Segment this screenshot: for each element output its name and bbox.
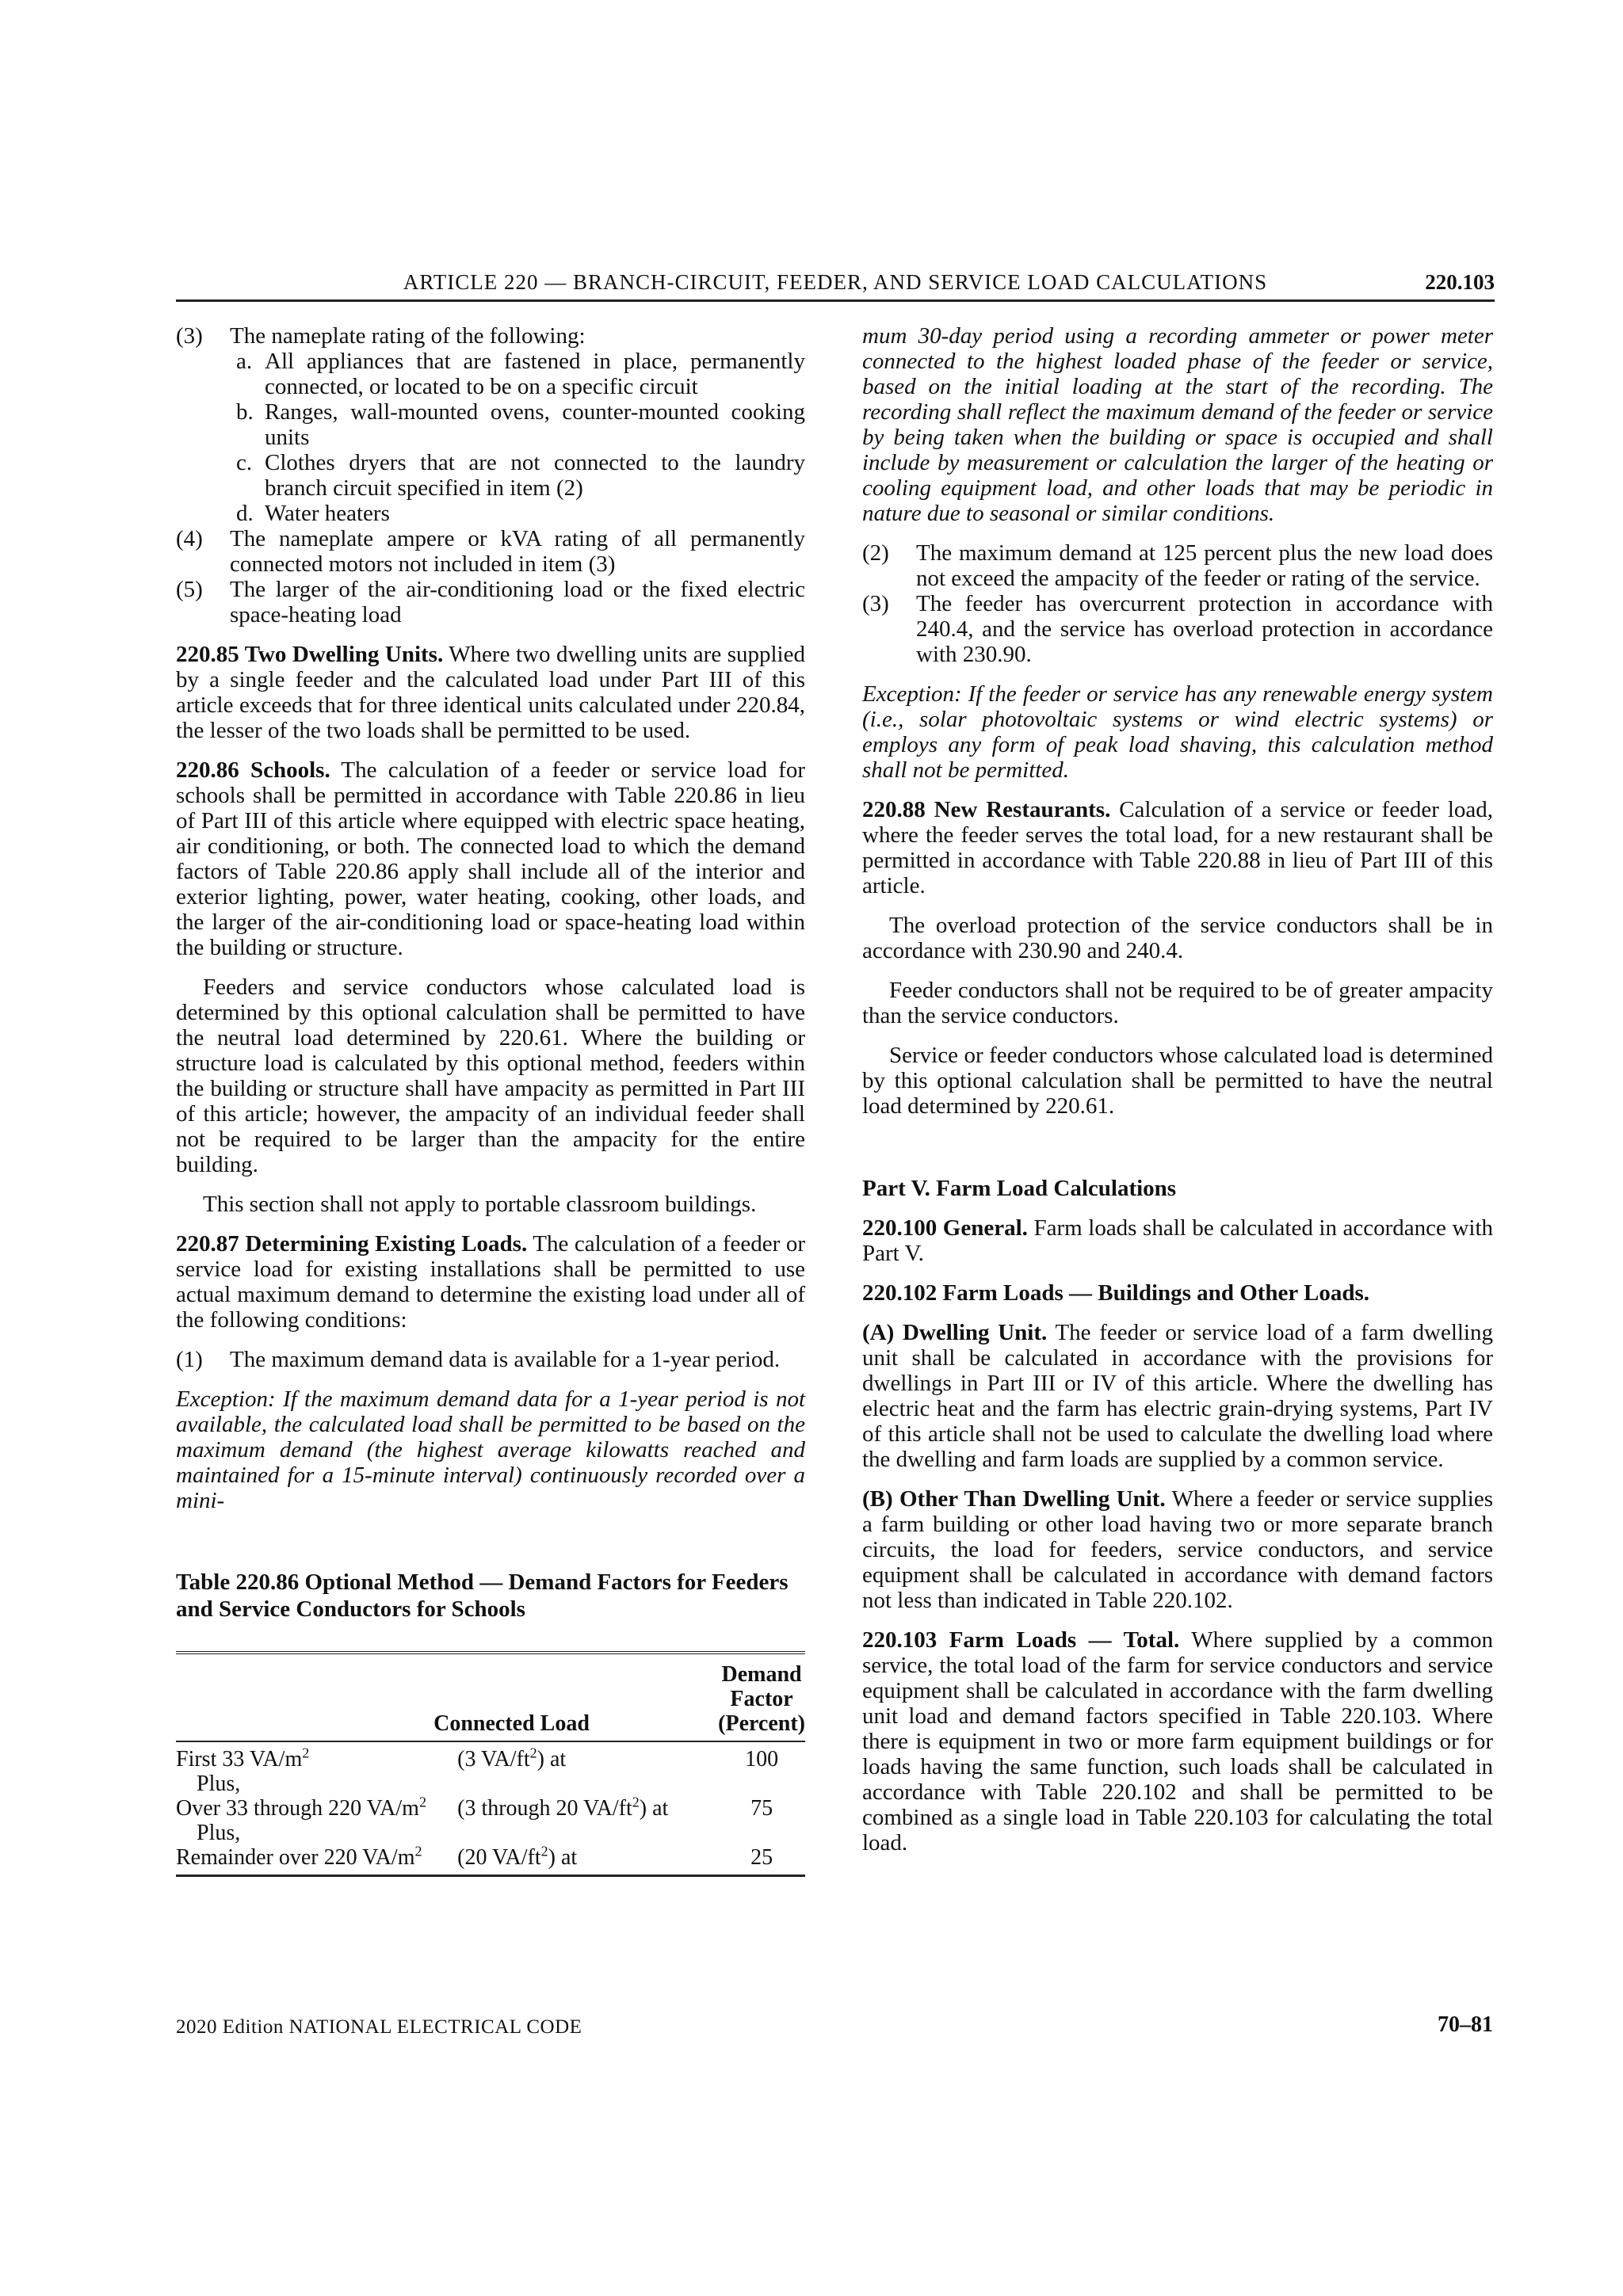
table-cell: (3 through 20 $VA/ft^2$) at: [457, 1794, 669, 1821]
subsection-b: [862, 1486, 1493, 1613]
sub-list-item: c. Clothes dryers that are not connected to the laundry branch circuit specified in item (2): [236, 450, 805, 501]
table-cell: Remainder over 220 $VA/m^2$: [176, 1843, 422, 1870]
list-item: (3) The nameplate rating of the following:: [176, 323, 586, 349]
condition-item: (1) The maximum demand data is available for a 1-year period.: [176, 1347, 781, 1372]
section-heading: 220.86 Schools.: [176, 757, 330, 783]
table-row: [176, 1796, 805, 1821]
paragraph-overload: The overload protection of the service conductors shall be in accordance with 230.90 and 240.4.: [862, 913, 1493, 963]
running-header: [176, 265, 1495, 302]
table-cell: (3 $VA/ft^2$) at: [457, 1745, 567, 1772]
paragraph-service-feeder: Service or feeder conductors whose calculated load is determined by this optional calculation shall be permitted to have the neutral load determined by 220.61.: [862, 1043, 1493, 1119]
section-text: Where supplied by a common service, the total load of the farm for service conductors and service equipment shall be calculated in accordance with the farm dwelling unit load and demand factors specified in Table 220.103. Where there is equipment in two or more farm equipment buildings or for loads having the same function, such loads shall be calculated in accordance with Table 220.102 and shall be permitted to be combined as a single load in Table 220.103 for calculating the total load.: [862, 1627, 1494, 1855]
subsection-heading: (B) Other Than Dwelling Unit.: [862, 1486, 1166, 1512]
section-220-100: [862, 1215, 1493, 1266]
condition-item: (3) The feeder has overcurrent protection in accordance with 240.4, and the service has overload protection in accordance with 230.90.: [862, 591, 1493, 667]
sub-list-item: b. Ranges, wall-mounted ovens, counter-mounted cooking units: [236, 399, 805, 450]
list-item: (5) The larger of the air-conditioning load or the fixed electric space-heating load: [176, 577, 805, 627]
table-cell: 25: [750, 1845, 773, 1870]
paragraph-feeders: Feeders and service conductors whose calculated load is determined by this optional calculation shall be permitted to have the neutral load determined by 220.61. Where the building or structure load is calculated by this optional method, feeders within the building or structure shall have ampacity as permitted in Part III of this article; however, the ampacity of an individual feeder shall not be required to be larger than the ampacity for the entire building.: [176, 974, 805, 1177]
table-row: [176, 1741, 805, 1772]
column-header-connected-load: Connected Load: [433, 1711, 590, 1736]
table-cell: Over 33 through 220 $VA/m^2$: [176, 1794, 426, 1821]
section-220-85: [176, 642, 805, 743]
section-220-88: [862, 797, 1493, 898]
subsection-text: The feeder or service load of a farm dwelling unit shall be calculated in accordance with the provisions for dwellings in Part III or IV of this article. Where the dwelling has electric heat and the farm has electric grain-drying systems, Part IV of this article shall not be used to calculate the dwelling load where the dwelling and farm loads are supplied by a common service.: [862, 1320, 1493, 1472]
section-text: Farm loads shall be calculated in accordance with Part V.: [862, 1215, 1493, 1266]
section-heading: 220.88 New Restaurants.: [862, 797, 1111, 822]
subsection-heading: (A) Dwelling Unit.: [862, 1320, 1048, 1345]
section-220-103: [862, 1627, 1493, 1855]
table-row: [176, 1821, 805, 1845]
table-cell: First 33 $VA/m^2$: [176, 1745, 310, 1772]
sub-list-item: d. Water heaters: [236, 501, 390, 526]
section-heading: 220.100 General.: [862, 1215, 1028, 1241]
sub-list-item: a. All appliances that are fastened in place, permanently connected, or located to be on a specific circuit: [236, 349, 805, 399]
section-220-87: [176, 1231, 805, 1333]
exception-continuation: mum 30-day period using a recording ammeter or power meter connected to the highest loaded phase of the feeder or service, based on the initial loading at the start of the recording. The recording shall reflect the maximum demand of the feeder or service by being taken when the building or space is occupied and shall include by measurement or calculation the larger of the heating or cooling equipment load, and other loads that may be periodic in nature due to seasonal or similar conditions.: [862, 323, 1493, 526]
subsection-text: Where a feeder or service supplies a farm building or other load having two or more separate branch circuits, the load for feeders, service conductors, and service equipment shall be calculated in accordance with demand factors not less than indicated in Table 220.102.: [862, 1486, 1494, 1613]
paragraph-portable: This section shall not apply to portable classroom buildings.: [203, 1192, 757, 1217]
nameplate-list: [176, 323, 805, 627]
paragraph-feeder-conductors: Feeder conductors shall not be required to be of greater ampacity than the service conductors.: [862, 978, 1493, 1028]
page-number: 70–81: [1438, 2012, 1493, 2037]
table-cell: Plus,: [197, 1772, 241, 1796]
table-cell: 75: [750, 1796, 773, 1821]
section-heading: 220.85 Two Dwelling Units.: [176, 642, 444, 667]
table-cell: 100: [745, 1747, 779, 1772]
section-text: Calculation of a service or feeder load, where the feeder serves the total load, for a new restaurant shall be permitted in accordance with Table 220.88 in lieu of Part III of this article.: [862, 797, 1493, 898]
table-cell: (20 $VA/ft^2$) at: [457, 1843, 578, 1870]
part-v-heading: Part V. Farm Load Calculations: [862, 1176, 1177, 1201]
section-220-86: [176, 757, 805, 960]
table-cell: Plus,: [197, 1821, 241, 1845]
exception-paragraph: Exception: If the maximum demand data for a 1-year period is not available, the calculated load shall be permitted to be based on the maximum demand (the highest average kilowatts reached and maintained for a 15-minute interval) continuously recorded over a mini-: [176, 1386, 805, 1513]
table-title: Table 220.86 Optional Method — Demand Factors for Feeders and Service Conductors for Schools: [176, 1569, 789, 1622]
table-row: [176, 1845, 805, 1876]
column-header-demand-factor: Demand Factor (Percent): [718, 1662, 806, 1736]
exception-renewable: Exception: If the feeder or service has any renewable energy system (i.e., solar photovoltaic systems or wind electric systems) or employs any form of peak load shaving, this calculation method shall not be permitted.: [862, 681, 1493, 783]
section-text: The calculation of a feeder or service load for schools shall be permitted in accordance with Table 220.86 in lieu of Part III of this article where equipped with electric space heating, air conditioning, or both. The connected load to which the demand factors of Table 220.86 apply shall include all of the interior and exterior lighting, power, water heating, cooking, other loads, and the larger of the air-conditioning load or space-heating load within the building or structure.: [176, 757, 805, 960]
header-section-number: 220.103: [1425, 270, 1495, 294]
left-column: [176, 323, 805, 1877]
condition-list: [862, 540, 1493, 667]
demand-factor-table: [176, 1651, 805, 1877]
table-header-row: [176, 1653, 805, 1741]
footer-edition: 2020 Edition NATIONAL ELECTRICAL CODE: [176, 2016, 582, 2038]
section-heading: 220.103 Farm Loads — Total.: [862, 1627, 1180, 1653]
table-row: [176, 1772, 805, 1796]
section-220-102-heading: 220.102 Farm Loads — Buildings and Other Loads.: [862, 1280, 1370, 1306]
condition-item: (2) The maximum demand at 125 percent plus the new load does not exceed the ampacity of the feeder or rating of the service.: [862, 540, 1493, 591]
section-heading: 220.87 Determining Existing Loads.: [176, 1231, 528, 1257]
subsection-a: [862, 1320, 1493, 1472]
section-text: Where two dwelling units are supplied by a single feeder and the calculated load under Part III of this article exceeds that for three identical units calculated under 220.84, the lesser of the two loads shall be permitted to be used.: [176, 642, 805, 743]
article-title: ARTICLE 220 — BRANCH-CIRCUIT, FEEDER, AND SERVICE LOAD CALCULATIONS: [403, 270, 1268, 294]
list-item: (4) The nameplate ampere or kVA rating of all permanently connected motors not included in item (3): [176, 526, 805, 577]
right-column: [862, 323, 1493, 1870]
section-text: The calculation of a feeder or service load for existing installations shall be permitted to use actual maximum demand to determine the existing load under all of the following conditions:: [176, 1231, 805, 1333]
